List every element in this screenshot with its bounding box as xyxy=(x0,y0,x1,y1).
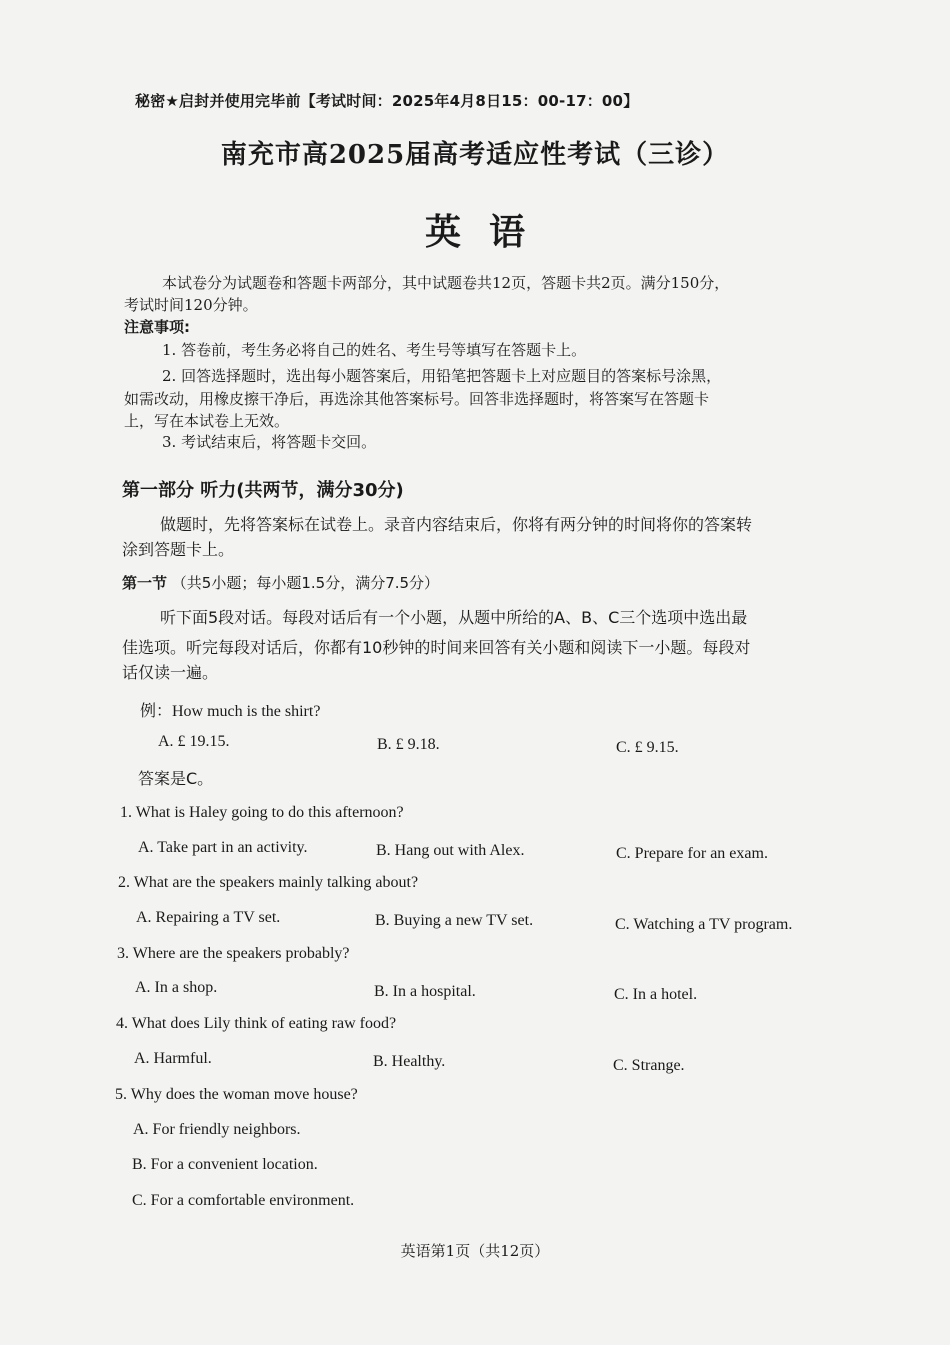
question-1-option-b: B. Hang out with Alex. xyxy=(376,842,525,859)
example-question: 例：How much is the shirt? xyxy=(140,703,321,720)
part1-instruction-line-2: 涂到答题卡上。 xyxy=(122,540,235,559)
question-3-option-b: B. In a hospital. xyxy=(374,983,476,1000)
question-2-option-b: B. Buying a new TV set. xyxy=(375,912,534,929)
example-answer: 答案是C。 xyxy=(138,769,214,788)
section1-instruction-line-2: 佳选项。听完每段对话后，你都有10秒钟的时间来回答有关小题和阅读下一小题。每段对 xyxy=(122,638,751,657)
page-footer: 英语第1页（共12页） xyxy=(400,1242,550,1260)
question-1-option-a: A. Take part in an activity. xyxy=(138,839,308,856)
notice-item-2-line-2: 如需改动，用橡皮擦干净后，再选涂其他答案标号。回答非选择题时，将答案写在答题卡 xyxy=(124,390,710,408)
part1-title: 第一部分 听力(共两节，满分30分) xyxy=(122,480,404,501)
part1-instruction-line-1: 做题时，先将答案标在试卷上。录音内容结束后，你将有两分钟的时间将你的答案转 xyxy=(160,515,753,534)
confidential-notice: 秘密★启封并使用完毕前【考试时间：2025年4月8日15：00-17：00】 xyxy=(135,92,639,110)
question-2: 2. What are the speakers mainly talking about? xyxy=(118,874,419,891)
question-5-option-c: C. For a comfortable environment. xyxy=(132,1192,355,1209)
question-3-option-c: C. In a hotel. xyxy=(614,986,698,1003)
section1-instruction-line-3: 话仅读一遍。 xyxy=(122,663,219,682)
section1-title xyxy=(122,572,439,593)
intro-line-2: 考试时间120分钟。 xyxy=(124,296,258,314)
question-5-option-b: B. For a convenient location. xyxy=(132,1156,318,1173)
example-option-a: A. £ 19.15. xyxy=(158,733,230,750)
question-4: 4. What does Lily think of eating raw food? xyxy=(116,1015,397,1032)
notice-item-2-line-3: 上，写在本试卷上无效。 xyxy=(124,412,290,430)
section1-label: 第一节 xyxy=(122,574,168,592)
section1-instruction-line-1: 听下面5段对话。每段对话后有一个小题，从题中所给的A、B、C三个选项中选出最 xyxy=(160,608,748,627)
notice-item-2-line-1: 2. 回答选择题时，选出每小题答案后，用铅笔把答题卡上对应题目的答案标号涂黑， xyxy=(162,367,722,385)
notice-item-1: 1. 答卷前，考生务必将自己的姓名、考生号等填写在答题卡上。 xyxy=(162,341,587,359)
question-4-option-c: C. Strange. xyxy=(613,1057,685,1074)
notice-heading: 注意事项: xyxy=(124,318,190,336)
question-2-option-c: C. Watching a TV program. xyxy=(615,916,793,933)
question-5: 5. Why does the woman move house? xyxy=(115,1086,358,1103)
subject-title: 英语 xyxy=(424,211,553,253)
question-4-option-a: A. Harmful. xyxy=(134,1050,212,1067)
notice-item-3: 3. 考试结束后，将答题卡交回。 xyxy=(162,433,377,451)
intro-line-1: 本试卷分为试题卷和答题卡两部分，其中试题卷共12页，答题卡共2页。满分150分， xyxy=(162,274,730,292)
section1-scoring: （共5小题；每小题1.5分，满分7.5分） xyxy=(171,574,440,592)
question-5-option-a: A. For friendly neighbors. xyxy=(133,1121,301,1138)
exam-title: 南充市高2025届高考适应性考试（三诊） xyxy=(220,140,730,170)
question-1-option-c: C. Prepare for an exam. xyxy=(616,845,768,862)
example-option-c: C. £ 9.15. xyxy=(616,739,679,756)
question-2-option-a: A. Repairing a TV set. xyxy=(136,909,281,926)
question-3-option-a: A. In a shop. xyxy=(135,979,218,996)
example-option-b: B. £ 9.18. xyxy=(377,736,440,753)
question-1: 1. What is Haley going to do this afternoon? xyxy=(120,804,404,821)
question-3: 3. Where are the speakers probably? xyxy=(117,945,350,962)
question-4-option-b: B. Healthy. xyxy=(373,1053,446,1070)
